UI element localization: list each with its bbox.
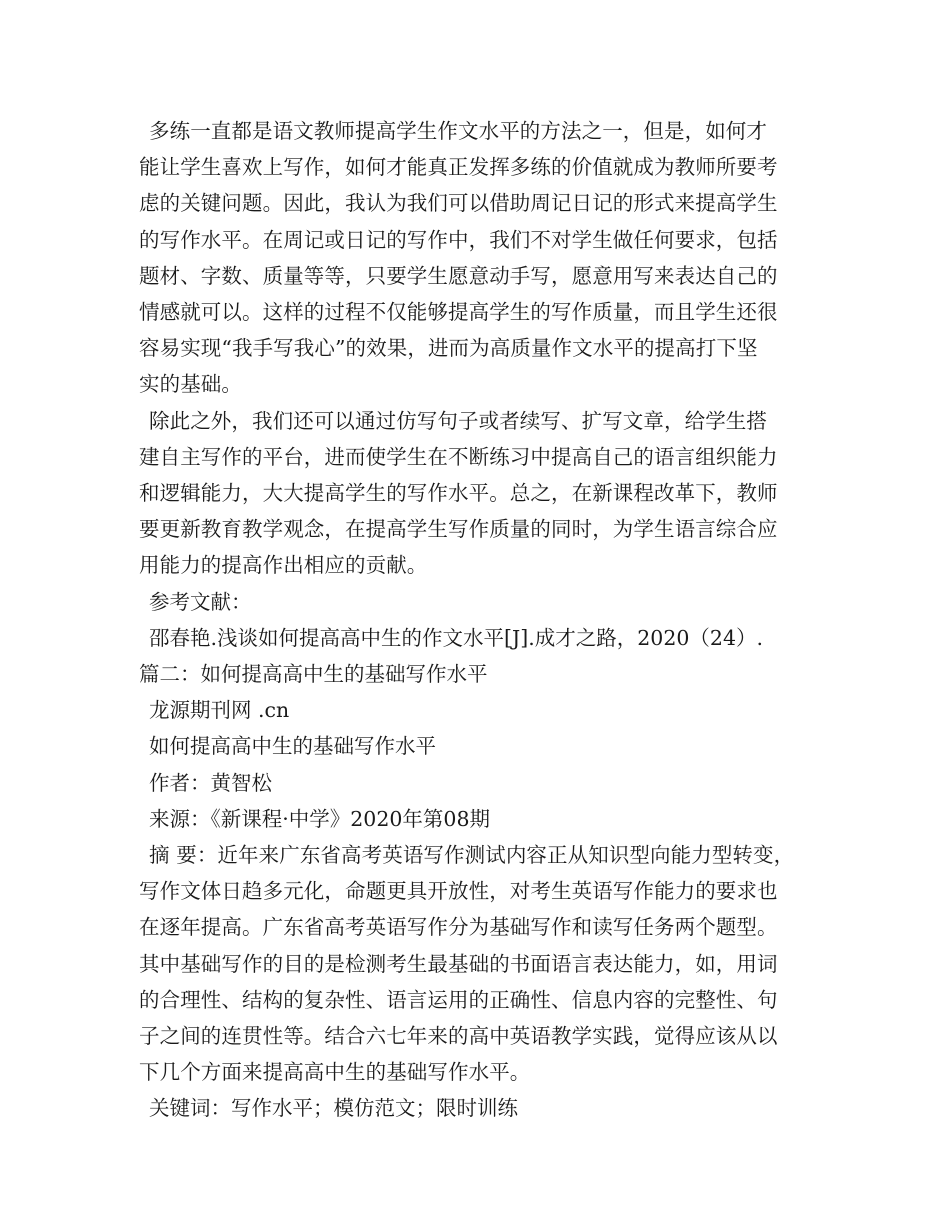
text-line: 题材、字数、质量等等，只要学生愿意动手写，愿意用写来表达自己的 <box>139 263 778 288</box>
text-line: 摘 要：近年来广东省高考英语写作测试内容正从知识型向能力型转变， <box>149 843 795 868</box>
references-heading: 参考文献： <box>149 589 252 614</box>
text-line: 建自主写作的平台，进而使学生在不断练习中提高自己的语言组织能力 <box>139 444 778 469</box>
text-line: 其中基础写作的目的是检测考生最基础的书面语言表达能力，如，用词 <box>139 951 778 976</box>
text-line: 用能力的提高作出相应的贡献。 <box>139 553 428 578</box>
section-title: 篇二：如何提高高中生的基础写作水平 <box>139 662 488 687</box>
text-line: 要更新教育教学观念，在提高学生写作质量的同时，为学生语言综合应 <box>139 517 778 542</box>
article-title: 如何提高高中生的基础写作水平 <box>149 734 436 759</box>
text-line: 子之间的连贯性等。结合六七年来的高中英语教学实践，觉得应该从以 <box>139 1024 778 1049</box>
abstract-paragraph <box>139 837 829 1090</box>
text-line: 情感就可以。这样的过程不仅能够提高学生的写作质量，而且学生还很 <box>139 300 778 325</box>
keywords-line: 关键词：写作水平；模仿范文；限时训练 <box>149 1096 518 1121</box>
paragraph-continuation <box>139 113 829 403</box>
source-line: 来源：《新课程·中学》2020年第08期 <box>149 806 491 831</box>
text-line: 实的基础。 <box>139 372 242 397</box>
text-line: 的合理性、结构的复杂性、语言运用的正确性、信息内容的完整性、句 <box>139 987 778 1012</box>
text-line: 的写作水平。在周记或日记的写作中，我们不对学生做任何要求，包括 <box>139 227 778 252</box>
reference-item: 邵春艳.浅谈如何提高高中生的作文水平[J].成才之路，2020（24）. <box>149 625 764 650</box>
text-line: 能让学生喜欢上写作，如何才能真正发挥多练的价值就成为教师所要考 <box>139 155 778 180</box>
paragraph-conclusion <box>139 403 829 584</box>
text-line: 在逐年提高。广东省高考英语写作分为基础写作和读写任务两个题型。 <box>139 915 778 940</box>
text-line: 写作文体日趋多元化，命题更具开放性，对考生英语写作能力的要求也 <box>139 879 778 904</box>
document-body <box>139 113 829 1127</box>
text-line: 多练一直都是语文教师提高学生作文水平的方法之一，但是，如何才 <box>149 119 767 143</box>
text-line: 和逻辑能力，大大提高学生的写作水平。总之，在新课程改革下，教师 <box>139 481 778 506</box>
text-line: 虑的关键问题。因此，我认为我们可以借助周记日记的形式来提高学生 <box>139 191 778 216</box>
source-site: 龙源期刊网 .cn <box>149 698 290 723</box>
author-line: 作者：黄智松 <box>149 770 272 795</box>
text-line: 除此之外，我们还可以通过仿写句子或者续写、扩写文章，给学生搭 <box>149 408 767 433</box>
text-line: 下几个方面来提高高中生的基础写作水平。 <box>139 1060 531 1085</box>
text-line: 容易实现“我手写我心”的效果，进而为高质量作文水平的提高打下坚 <box>139 336 758 361</box>
